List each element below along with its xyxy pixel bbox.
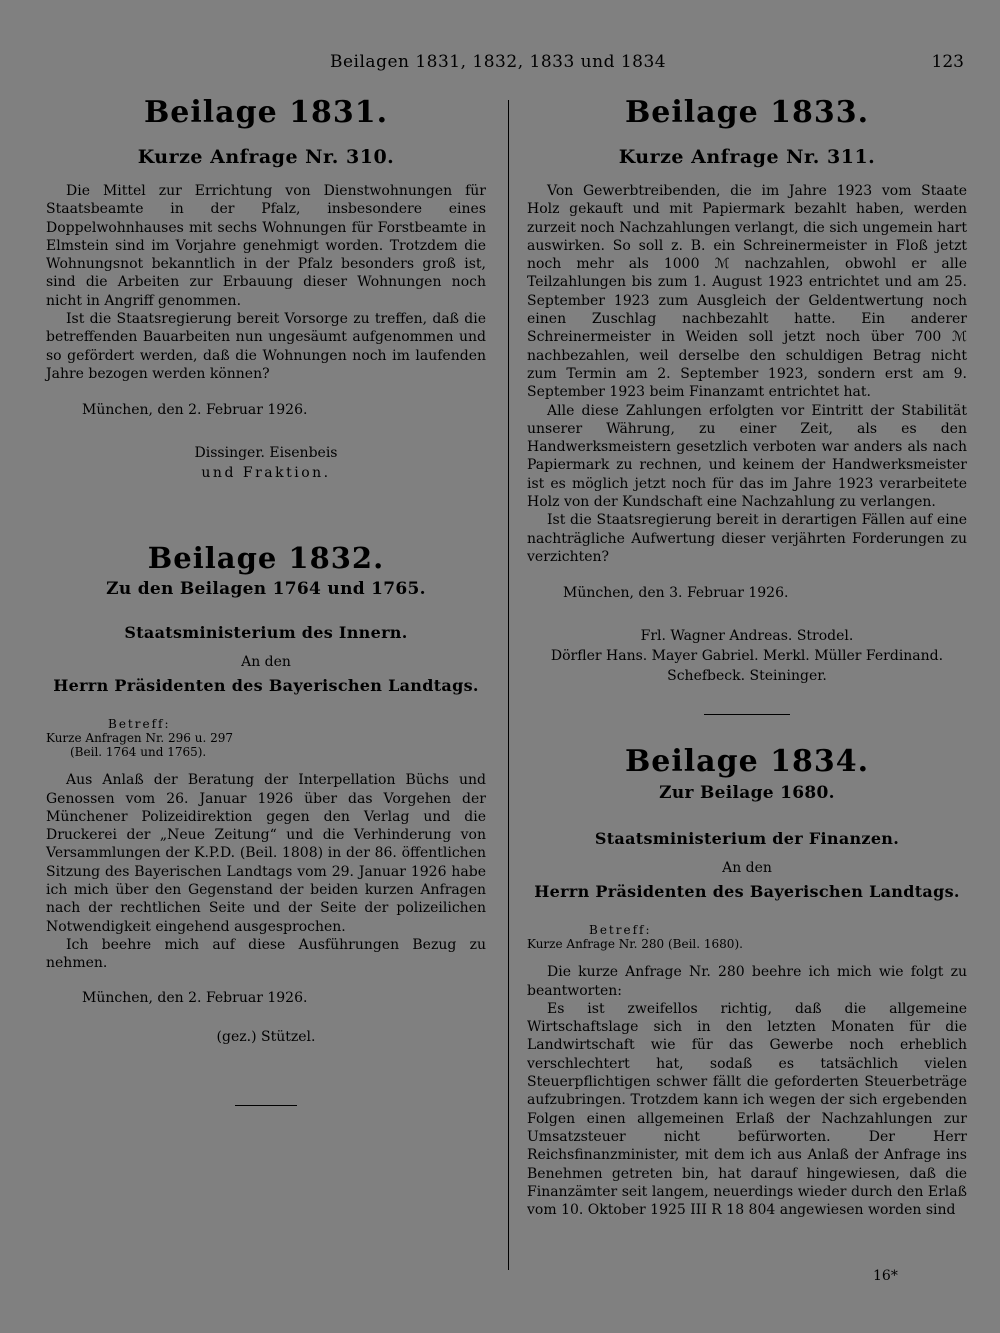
b1831-paragraph-2: Ist die Staatsregierung bereit Vorsorge zu treffen, daß die betreffenden Bauarbeiten nun ungesäumt aufgenommen und so gefördert werden, daß die Wohnungen noch im laufenden Jahre bezogen werden können? bbox=[46, 311, 486, 382]
beilage-1831-title: Beilage 1831. bbox=[143, 95, 389, 130]
b1833-paragraph-2: Alle diese Zahlungen erfolgten vor Eintritt der Stabilität unserer Währung, zu einer Zeit, als es den Handwerksmeistern gesetzlich verboten war anders als nach Papiermark zu rechnen, und keinem der Handwerksmeister ist es möglich jetzt noch für das im Jahre 1923 verarbeitete Holz von der Kundschaft eine Nachzahlung zu verlangen. bbox=[527, 402, 967, 511]
page-number: 123 bbox=[931, 52, 964, 72]
b1833-signature-2: Dörfler Hans. Mayer Gabriel. Merkl. Müller Ferdinand. bbox=[550, 648, 944, 665]
b1832-betreff bbox=[46, 717, 486, 759]
b1831-date: München, den 2. Februar 1926. bbox=[82, 402, 308, 419]
b1832-recipient: Herrn Präsidenten des Bayerischen Landtags. bbox=[53, 676, 479, 696]
column-divider bbox=[508, 100, 509, 1270]
b1833-signature-1: Frl. Wagner Andreas. Strodel. bbox=[640, 628, 854, 645]
b1832-betreff-line-2: (Beil. 1764 und 1765). bbox=[70, 745, 207, 760]
b1834-recipient: Herrn Präsidenten des Bayerischen Landtags. bbox=[534, 882, 960, 902]
beilage-1832-title: Beilage 1832. bbox=[147, 541, 385, 576]
b1832-paragraph-2: Ich beehre mich auf diese Ausführungen Bezug zu nehmen. bbox=[46, 936, 486, 972]
b1832-paragraph-1: Aus Anlaß der Beratung der Interpellation Büchs und Genossen vom 26. Januar 1926 über das Vorgehen der Münchener Polizeidirektion gegen den Verlag und die Druckerei der „Neue Zeitung“ und die Verhinderung von Versammlungen der K.P.D. (Beil. 1808) in der 86. öffentlichen Sitzung des Bayerischen Landtags vom 29. Januar 1926 habe ich mich über den Gegenstand der beiden kurzen Anfragen nach der rechtlichen Seite und der Seite der polizeilichen Notwendigkeit eingehend ausgesprochen. bbox=[46, 772, 486, 935]
b1834-an-den: An den bbox=[722, 860, 772, 877]
b1832-signature: (gez.) Stützel. bbox=[216, 1028, 316, 1045]
b1834-paragraph-2: Es ist zweifellos richtig, daß die allgemeine Wirtschaftslage sich in den letzten Monaten für die Landwirtschaft wie für das Gewerbe noch erheblich verschlechtert hat, sodaß es tatsächlich vielen Steuerpflichtigen schwer fällt die geforderten Steuerbeträge aufzubringen. Trotzdem kann ich wegen der sich ergebenden Folgen einen allgemeinen Erlaß der Nachzahlungen zur Umsatzsteuer nicht befürworten. Der Herr Reichsfinanzminister, mit dem ich aus Anlaß der Anfrage ins Benehmen getreten bin, hat darauf hingewiesen, daß die Finanzämter seit langem, neuerdings wieder durch den Erlaß vom 10. Oktober 1925 III R 18 804 angewiesen worden sind bbox=[527, 1000, 967, 1219]
right-column bbox=[527, 92, 967, 1219]
b1833-signature-3: Schefbeck. Steininger. bbox=[667, 668, 827, 685]
b1834-betreff bbox=[527, 923, 967, 951]
running-head-title: Beilagen 1831, 1832, 1833 und 1834 bbox=[330, 52, 667, 72]
b1832-betreff-line-1: Kurze Anfragen Nr. 296 u. 297 bbox=[46, 731, 233, 746]
anfrage-311-heading: Kurze Anfrage Nr. 311. bbox=[618, 146, 876, 168]
running-head bbox=[0, 52, 1000, 80]
b1832-date: München, den 2. Februar 1926. bbox=[82, 989, 308, 1006]
b1834-ministry: Staatsministerium der Finanzen. bbox=[594, 829, 900, 849]
left-column bbox=[46, 92, 486, 1106]
beilage-1834-title: Beilage 1834. bbox=[624, 744, 870, 780]
sheet-signature: 16* bbox=[873, 1268, 898, 1284]
b1831-signature-2: und Fraktion. bbox=[201, 465, 331, 482]
b1834-paragraph-1: Die kurze Anfrage Nr. 280 beehre ich mich wie folgt zu beantworten: bbox=[527, 964, 967, 999]
b1833-date: München, den 3. Februar 1926. bbox=[563, 585, 789, 602]
b1832-an-den: An den bbox=[241, 654, 291, 671]
b1834-betreff-line-1: Kurze Anfrage Nr. 280 (Beil. 1680). bbox=[527, 937, 743, 952]
b1832-ministry: Staatsministerium des Innern. bbox=[124, 623, 408, 643]
b1831-signature-1: Dissinger. Eisenbeis bbox=[194, 445, 338, 462]
b1834-subheading: Zur Beilage 1680. bbox=[659, 783, 835, 804]
b1833-paragraph-3: Ist die Staatsregierung bereit in derartigen Fällen auf eine nachträgliche Aufwertung dieser verjährten Forderungen zu verzichten? bbox=[527, 512, 967, 565]
end-rule-left bbox=[235, 1105, 297, 1106]
b1832-subheading: Zu den Beilagen 1764 und 1765. bbox=[106, 579, 426, 600]
beilage-1833-title: Beilage 1833. bbox=[624, 95, 870, 130]
b1834-betreff-label: Betreff: bbox=[589, 923, 652, 938]
b1831-paragraph-1: Die Mittel zur Errichtung von Dienstwohnungen für Staatsbeamte in der Pfalz, insbesondere eines Doppelwohnhauses mit sechs Wohnungen für Forstbeamte in Elmstein sind im Vorjahre genehmigt worden. Trotzdem die Wohnungsnot bekanntlich in der Pfalz besonders groß ist, sind die Arbeiten zur Erbauung dieser Wohnungen noch nicht in Angriff genommen. bbox=[46, 183, 486, 309]
anfrage-310-heading: Kurze Anfrage Nr. 310. bbox=[137, 146, 395, 168]
separator-rule bbox=[704, 714, 790, 715]
b1832-betreff-label: Betreff: bbox=[108, 717, 171, 732]
b1833-paragraph-1: Von Gewerbtreibenden, die im Jahre 1923 vom Staate Holz gekauft und mit Papiermark bezahlt haben, werden zurzeit noch Nachzahlungen verlangt, die sich ungemein hart auswirken. So soll z. B. ein Schreinermeister in Floß jetzt noch mehr als 1000 ℳ nachzahlen, obwohl er alle Teilzahlungen bis zum 1. August 1923 entrichtet und am 25. September 1923 zum Ausgleich der Geldentwertung noch einen Zuschlag nachbezahlt hatte. Ein anderer Schreinermeister in Weiden soll jetzt noch über 700 ℳ nachbezahlen, weil derselbe den schuldigen Betrag nicht zum Termin am 2. September 1923, sondern erst am 9. September 1923 beim Finanzamt entrichtet hat. bbox=[527, 183, 967, 401]
